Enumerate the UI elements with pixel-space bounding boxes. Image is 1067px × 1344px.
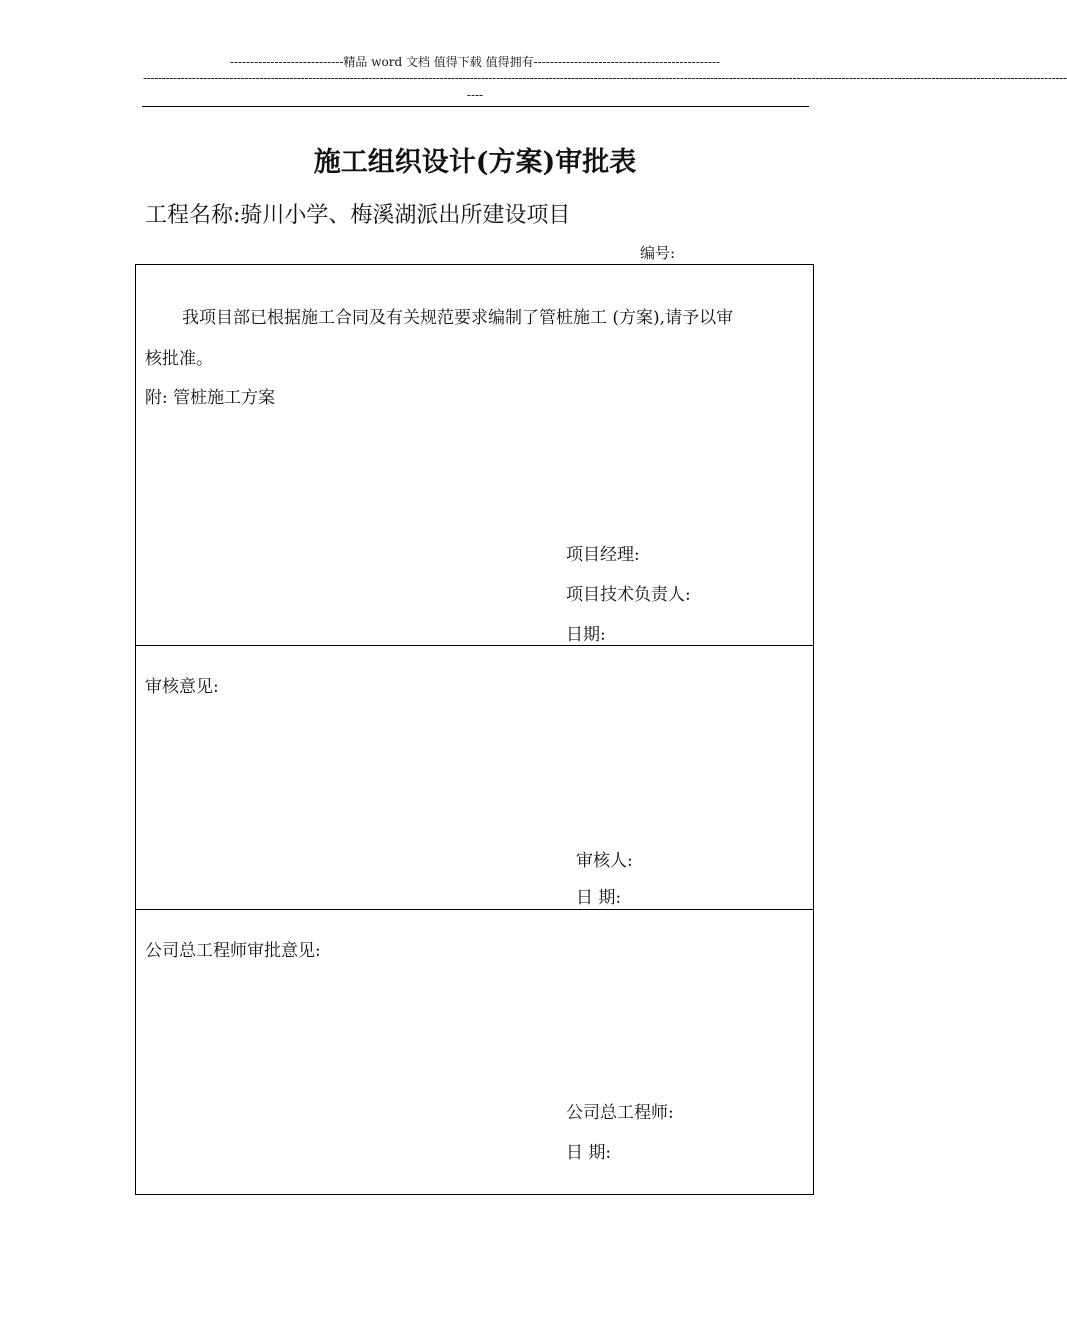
submission-body-line1: 我项目部已根据施工合同及有关规范要求编制了管桩施工 (方案),请予以审 xyxy=(182,308,734,328)
submission-date-label: 日期: xyxy=(566,625,606,645)
submission-body-line2: 核批准。 xyxy=(145,349,213,369)
attachment-label: 附: 管桩施工方案 xyxy=(145,388,276,408)
header-rule xyxy=(142,106,809,107)
approval-form-table xyxy=(135,264,814,1195)
row-divider-1 xyxy=(136,645,813,646)
row-divider-2 xyxy=(136,909,813,910)
project-manager-label: 项目经理: xyxy=(566,545,640,565)
chief-engineer-label: 公司总工程师: xyxy=(566,1103,674,1123)
reviewer-label: 审核人: xyxy=(576,851,633,871)
serial-number-label: 编号: xyxy=(640,244,676,262)
document-title: 施工组织设计(方案)审批表 xyxy=(313,147,637,178)
review-opinion-label: 审核意见: xyxy=(145,677,219,697)
technical-lead-label: 项目技术负责人: xyxy=(566,585,691,605)
project-name: 工程名称:骑川小学、梅溪湖派出所建设项目 xyxy=(145,203,571,228)
dash-separator-tail: ---- xyxy=(466,88,484,102)
watermark-line: ----------------------------精品 word 文档 值得下载 值得拥有---------------------------------------------- xyxy=(229,55,721,69)
review-date-label: 日 期: xyxy=(576,888,622,908)
approval-opinion-label: 公司总工程师审批意见: xyxy=(145,941,321,961)
dash-separator: ------------------------------------------------------------------------------------------------------------------------------------------------------------------------------------------------------------------------------------------------------ xyxy=(143,71,1067,85)
approval-date-label: 日 期: xyxy=(566,1143,612,1163)
